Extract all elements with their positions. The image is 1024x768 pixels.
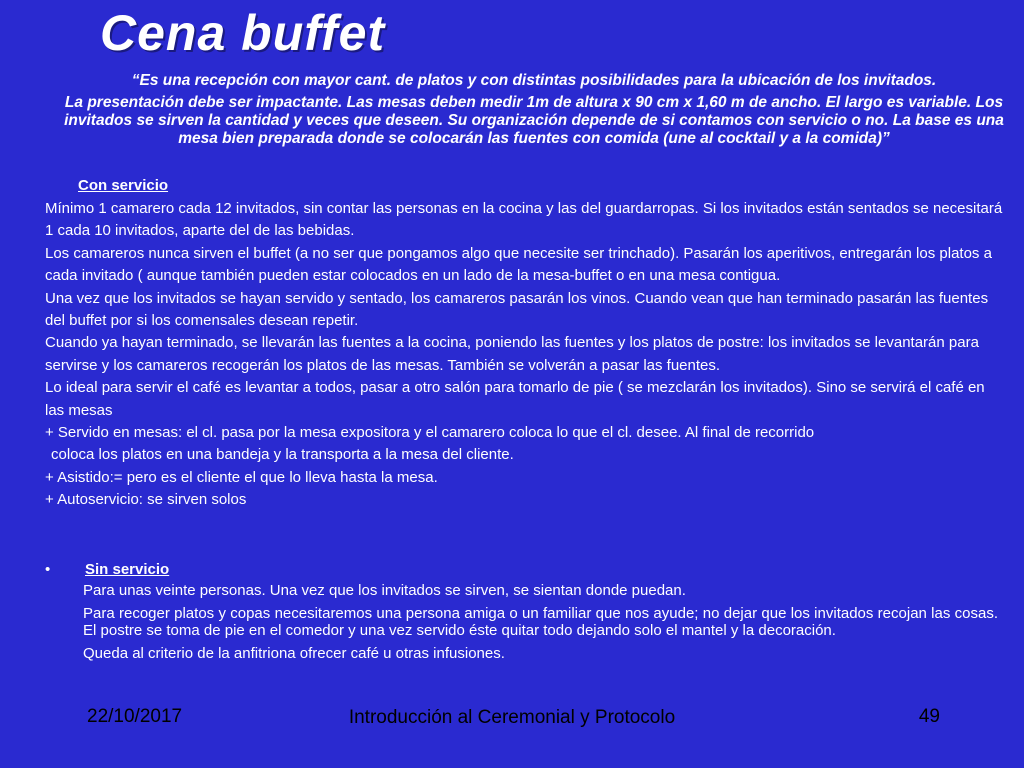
body-paragraph: Una vez que los invitados se hayan servido y sentado, los camareros pasarán los vinos. Cuando vean que han terminado pasarán las fuentes del buffet por si los comensales desean repetir.: [45, 289, 989, 330]
body-paragraph: Cuando ya hayan terminado, se llevarán las fuentes a la cocina, poniendo las fuentes y los platos de postre: los invitados se levantarán para servirse y los camareros recogerán los platos de las mesas. También se volverán a pasar las fuentes.: [45, 334, 979, 374]
body-paragraph: + Autoservicio: se sirven solos: [45, 491, 247, 509]
body-paragraph: Mínimo 1 camarero cada 12 invitados, sin contar las personas en la cocina y las del guardarropas. Si los invitados están sentados se necesitará 1 cada 10 invitados, aparte del de las bebidas.: [45, 200, 1003, 240]
body-paragraph: Queda al criterio de la anfitriona ofrecer café u otras infusiones.: [83, 644, 505, 662]
footer-date: 22/10/2017: [87, 706, 183, 727]
intro-quote: [62, 72, 1006, 152]
slide-title: Cena buffet: [100, 5, 386, 61]
body-paragraph: Los camareros nunca sirven el buffet (a no ser que pongamos algo que necesite ser trinchado). Pasarán los aperitivos, entregarán los platos a cada invitado ( aunque también pueden estar colocados en un lado de la mesa-buffet o en una mesa contigua.: [45, 244, 992, 285]
body-paragraph: + Asistido:= pero es el cliente el que lo lleva hasta la mesa.: [45, 468, 438, 486]
quote-paragraph: “Es una recepción con mayor cant. de platos y con distintas posibilidades para la ubicación de los invitados.: [131, 72, 937, 89]
body-paragraph: Para unas veinte personas. Una vez que los invitados se sirven, se sientan donde puedan.: [83, 582, 686, 599]
quote-paragraph: La presentación debe ser impactante. Las mesas deben medir 1m de altura x 90 cm x 1,60 m de ancho. El largo es variable. Los invitados se sirven la cantidad y veces que deseen. Su organización depende de si contamos con servicio o no. La base es una mesa bien preparada donde se colocarán las fuentes con comida (une al cocktail y a la comida)”: [64, 94, 1004, 147]
body-paragraph: + Servido en mesas: el cl. pasa por la mesa expositora y el camarero coloca lo que el cl. desee. Al final de recorrido: [45, 424, 815, 442]
body-paragraph: Para recoger platos y copas necesitaremos una persona amiga o un familiar que nos ayude; no dejar que los invitados recojan las cosas. El postre se toma de pie en el comedor y una vez servido éste quitar todo dejando solo el mantel y la decoración.: [83, 604, 998, 639]
sin-servicio-row: [45, 559, 169, 581]
footer-title: Introducción al Ceremonial y Protocolo: [348, 707, 676, 728]
body-paragraph: Lo ideal para servir el café es levantar a todos, pasar a otro salón para tomarlo de pie ( se mezclarán los invitados). Sino se servirá el café en las mesas: [45, 379, 985, 419]
con-servicio-body: [45, 198, 1005, 512]
page-number: 49: [918, 706, 940, 727]
bullet-icon: •: [45, 561, 51, 578]
sin-servicio-body: [83, 582, 998, 667]
con-servicio-heading: Con servicio: [78, 177, 169, 194]
sin-servicio-heading: Sin servicio: [85, 561, 170, 578]
body-paragraph: coloca los platos en una bandeja y la transporta a la mesa del cliente.: [51, 446, 514, 464]
